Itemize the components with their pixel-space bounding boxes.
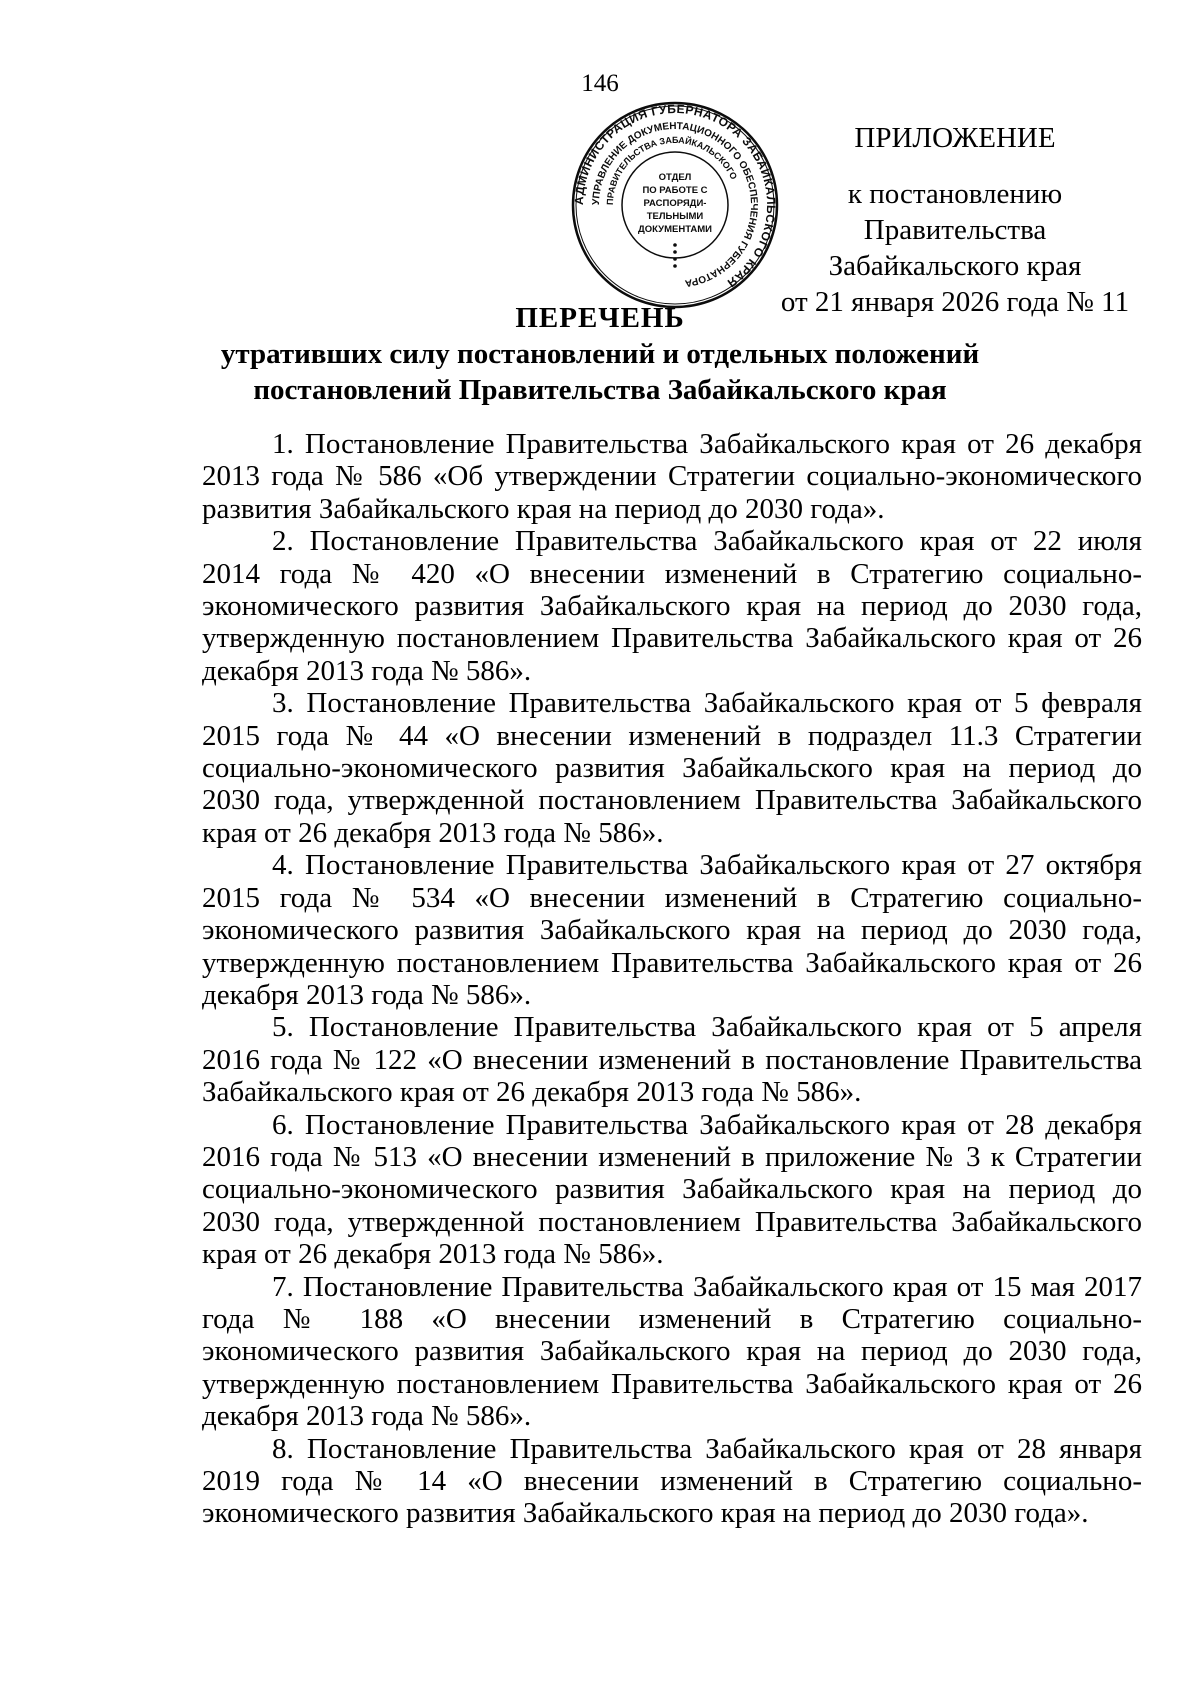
document-title bbox=[0, 300, 1200, 408]
appendix-block bbox=[770, 120, 1140, 320]
list-item: 5. Постановление Правительства Забайкальского края от 5 апреля 2016 года № 122 «О внесении изменений в постановление Правительства Забайкальского края от 26 декабря 2013 года № 586». bbox=[202, 1011, 1142, 1109]
official-stamp bbox=[570, 100, 780, 310]
list-item: 6. Постановление Правительства Забайкальского края от 28 декабря 2016 года № 513 «О внесении изменений в приложение № 3 к Стратегии социально-экономического развития Забайкальского края на период до 2030 года, утвержденной постановлением Правительства Забайкальского края от 26 декабря 2013 года № 586». bbox=[202, 1108, 1142, 1271]
stamp-center-line-5: ДОКУМЕНТАМИ bbox=[637, 224, 713, 235]
stamp-center-line-3: РАСПОРЯДИ- bbox=[643, 198, 707, 209]
document-body bbox=[202, 428, 1142, 1530]
list-item: 4. Постановление Правительства Забайкальского края от 27 октября 2015 года № 534 «О внесении изменений в Стратегию социально-экономического развития Забайкальского края на период до 2030 года, утвержденную постановлением Правительства Забайкальского края от 26 декабря 2013 года № 586». bbox=[202, 849, 1142, 1011]
appendix-title: ПРИЛОЖЕНИЕ bbox=[854, 122, 1056, 154]
stamp-middle-text: УПРАВЛЕНИЕ ДОКУМЕНТАЦИОННОГО ОБЕСПЕЧЕНИЯ ГУБЕРНАТОРА bbox=[590, 120, 760, 289]
list-item: 7. Постановление Правительства Забайкальского края от 15 мая 2017 года № 188 «О внесении изменений в Стратегию социально-экономического развития Забайкальского края на период до 2030 года, утвержденную постановлением Правительства Забайкальского края от 26 декабря 2013 года № 586». bbox=[202, 1270, 1142, 1433]
stamp-outer-text: АДМИНИСТРАЦИЯ ГУБЕРНАТОРА ЗАБАЙКАЛЬСКОГО КРАЯ bbox=[571, 101, 779, 291]
stamp-center-line-1: ОТДЕЛ bbox=[658, 172, 692, 183]
stamp-dots bbox=[673, 243, 677, 268]
title-main: ПЕРЕЧЕНЬ bbox=[515, 302, 685, 334]
appendix-line-3: от 21 января 2026 года № 11 bbox=[780, 286, 1130, 318]
appendix-line-2: Забайкальского края bbox=[828, 250, 1082, 282]
list-item: 3. Постановление Правительства Забайкальского края от 5 февраля 2015 года № 44 «О внесении изменений в подраздел 11.3 Стратегии социально-экономического развития Забайкальского края на период до 2030 года, утвержденной постановлением Правительства Забайкальского края от 26 декабря 2013 года № 586». bbox=[202, 687, 1142, 849]
title-subtitle-1: утративших силу постановлений и отдельных положений bbox=[220, 338, 980, 370]
stamp-center-line-4: ТЕЛЬНЫМИ bbox=[646, 211, 704, 222]
appendix-line-1: к постановлению Правительства bbox=[847, 178, 1063, 246]
stamp-inner-text: ПРАВИТЕЛЬСТВА ЗАБАЙКАЛЬСКОГО bbox=[604, 134, 740, 206]
list-item: 8. Постановление Правительства Забайкальского края от 28 января 2019 года № 14 «О внесении изменений в Стратегию социально-экономического развития Забайкальского края на период до 2030 года». bbox=[202, 1432, 1142, 1530]
title-subtitle-2: постановлений Правительства Забайкальского края bbox=[253, 374, 947, 406]
stamp-center-line-2: ПО РАБОТЕ С bbox=[642, 185, 708, 196]
list-item: 2. Постановление Правительства Забайкальского края от 22 июля 2014 года № 420 «О внесении изменений в Стратегию социально-экономического развития Забайкальского края на период до 2030 года, утвержденную постановлением Правительства Забайкальского края от 26 декабря 2013 года № 586». bbox=[202, 525, 1142, 687]
list-item: 1. Постановление Правительства Забайкальского края от 26 декабря 2013 года № 586 «Об утверждении Стратегии социально-экономического развития Забайкальского края на период до 2030 года». bbox=[202, 428, 1142, 525]
page-number: 146 bbox=[581, 70, 619, 97]
